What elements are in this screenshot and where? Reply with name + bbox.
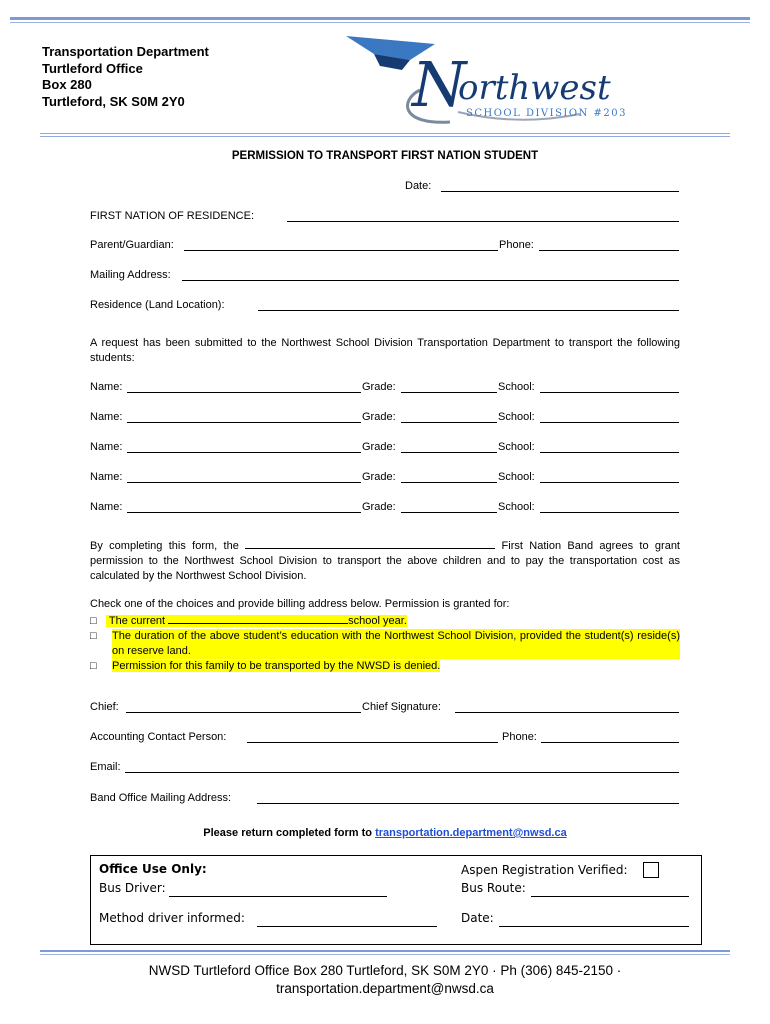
checkbox-denied[interactable]: □ — [90, 660, 97, 672]
residence-label: FIRST NATION OF RESIDENCE: — [90, 210, 254, 222]
method-label: Method driver informed: — [99, 911, 245, 925]
department-address — [42, 44, 209, 110]
request-text: A request has been submitted to the Northwest School Division Transportation Department to transport the following students: — [90, 337, 680, 364]
bus-driver-label: Bus Driver: — [99, 881, 166, 895]
name-input[interactable] — [127, 482, 361, 483]
top-rule-thin — [10, 22, 750, 23]
school-input[interactable] — [540, 482, 679, 483]
date-input[interactable] — [441, 191, 679, 192]
choice3-text: Permission for this family to be transported by the NWSD is denied. — [112, 660, 441, 672]
band-address-input[interactable] — [257, 803, 679, 804]
land-label: Residence (Land Location): — [90, 299, 225, 311]
checkbox-duration[interactable]: □ — [90, 630, 97, 642]
choice1-text-a: The current — [108, 615, 166, 627]
chief-signature-label: Chief Signature: — [362, 701, 441, 713]
chief-label: Chief: — [90, 701, 119, 713]
school-label: School: — [498, 471, 535, 483]
name-label: Name: — [90, 501, 123, 513]
name-input[interactable] — [127, 392, 361, 393]
bus-route-input[interactable] — [531, 896, 689, 897]
choice-current-year — [90, 613, 680, 629]
accounting-phone-label: Phone: — [502, 731, 537, 743]
school-label: School: — [498, 411, 535, 423]
footer-rule-thin — [40, 954, 730, 955]
school-label: School: — [498, 441, 535, 453]
footer — [0, 962, 770, 998]
logo-subtitle: SCHOOL DIVISION #203 — [466, 108, 627, 119]
header-rule — [40, 136, 730, 137]
grade-label: Grade: — [362, 501, 396, 513]
phone-input[interactable] — [539, 250, 679, 251]
guardian-label: Parent/Guardian: — [90, 239, 174, 251]
email-label: Email: — [90, 761, 121, 773]
school-input[interactable] — [540, 452, 679, 453]
aspen-label: Aspen Registration Verified: — [461, 863, 628, 877]
bus-driver-input[interactable] — [169, 896, 387, 897]
school-input[interactable] — [540, 422, 679, 423]
footer-email: transportation.department@nwsd.ca — [276, 981, 494, 996]
name-label: Name: — [90, 471, 123, 483]
logo-word: orthwest — [458, 68, 611, 108]
grade-input[interactable] — [401, 482, 497, 483]
top-rule — [10, 17, 750, 20]
choice-denied — [90, 659, 680, 674]
form-title: PERMISSION TO TRANSPORT FIRST NATION STUDENT — [231, 150, 539, 162]
name-label: Name: — [90, 381, 123, 393]
return-line — [0, 827, 770, 839]
grade-label: Grade: — [362, 441, 396, 453]
office-date-input[interactable] — [499, 926, 689, 927]
address-line: Turtleford Office — [42, 60, 143, 76]
chief-signature-input[interactable] — [455, 712, 679, 713]
chief-input[interactable] — [126, 712, 361, 713]
guardian-input[interactable] — [184, 250, 498, 251]
office-use-box — [90, 855, 702, 945]
office-date-label: Date: — [461, 911, 494, 925]
mailing-input[interactable] — [182, 280, 679, 281]
grade-label: Grade: — [362, 411, 396, 423]
accounting-label: Accounting Contact Person: — [90, 731, 227, 743]
choice1-text-b: school year. — [348, 615, 407, 627]
choice2-text: The duration of the above student’s education with the Northwest School Division, provided the student(s) reside(s) on reserve land. — [112, 630, 680, 657]
name-input[interactable] — [127, 512, 361, 513]
grade-input[interactable] — [401, 452, 497, 453]
land-input[interactable] — [258, 310, 679, 311]
email-input[interactable] — [125, 772, 679, 773]
grade-label: Grade: — [362, 381, 396, 393]
date-label: Date: — [405, 180, 432, 192]
name-label: Name: — [90, 441, 123, 453]
band-address-label: Band Office Mailing Address: — [90, 792, 232, 804]
school-label: School: — [498, 381, 535, 393]
method-input[interactable] — [257, 926, 437, 927]
residence-input[interactable] — [287, 221, 679, 222]
phone-label: Phone: — [499, 239, 534, 251]
bus-route-label: Bus Route: — [461, 881, 526, 895]
accounting-phone-input[interactable] — [541, 742, 679, 743]
footer-address: NWSD Turtleford Office Box 280 Turtleford, SK S0M 2Y0 · Ph (306) 845-2150 · — [148, 963, 622, 978]
address-line: Box 280 — [42, 77, 92, 92]
school-input[interactable] — [540, 392, 679, 393]
grade-input[interactable] — [401, 512, 497, 513]
checkbox-current-year[interactable]: □ — [90, 615, 97, 627]
return-text: Please return completed form to — [203, 827, 372, 839]
northwest-logo — [340, 30, 630, 130]
address-line: Transportation Department — [42, 44, 209, 59]
grade-input[interactable] — [401, 422, 497, 423]
agreement-text — [90, 538, 680, 584]
grade-input[interactable] — [401, 392, 497, 393]
name-input[interactable] — [127, 422, 361, 423]
grade-label: Grade: — [362, 471, 396, 483]
office-heading: Office Use Only: — [99, 862, 207, 876]
school-year-input[interactable] — [168, 613, 348, 624]
agreement-start: By completing this form, the — [90, 540, 239, 552]
logo-letter: N — [412, 48, 467, 121]
agreement-end: First Nation Band agrees to grant permission to the Northwest School Division to transport the above children and to pay the transportation cost as calculated by the Northwest School Division. — [90, 540, 680, 582]
choice-duration — [90, 629, 680, 659]
band-name-input[interactable] — [245, 538, 495, 549]
header-rule — [40, 133, 730, 134]
choice-intro: Check one of the choices and provide billing address below. Permission is granted for: — [90, 598, 510, 610]
school-label: School: — [498, 501, 535, 513]
school-input[interactable] — [540, 512, 679, 513]
address-line: Turtleford, SK S0M 2Y0 — [42, 93, 185, 109]
aspen-checkbox[interactable] — [643, 862, 659, 878]
name-label: Name: — [90, 411, 123, 423]
footer-rule — [40, 950, 730, 952]
accounting-input[interactable] — [247, 742, 498, 743]
mailing-label: Mailing Address: — [90, 269, 171, 281]
return-email-link[interactable]: transportation.department@nwsd.ca — [375, 827, 567, 839]
name-input[interactable] — [127, 452, 361, 453]
